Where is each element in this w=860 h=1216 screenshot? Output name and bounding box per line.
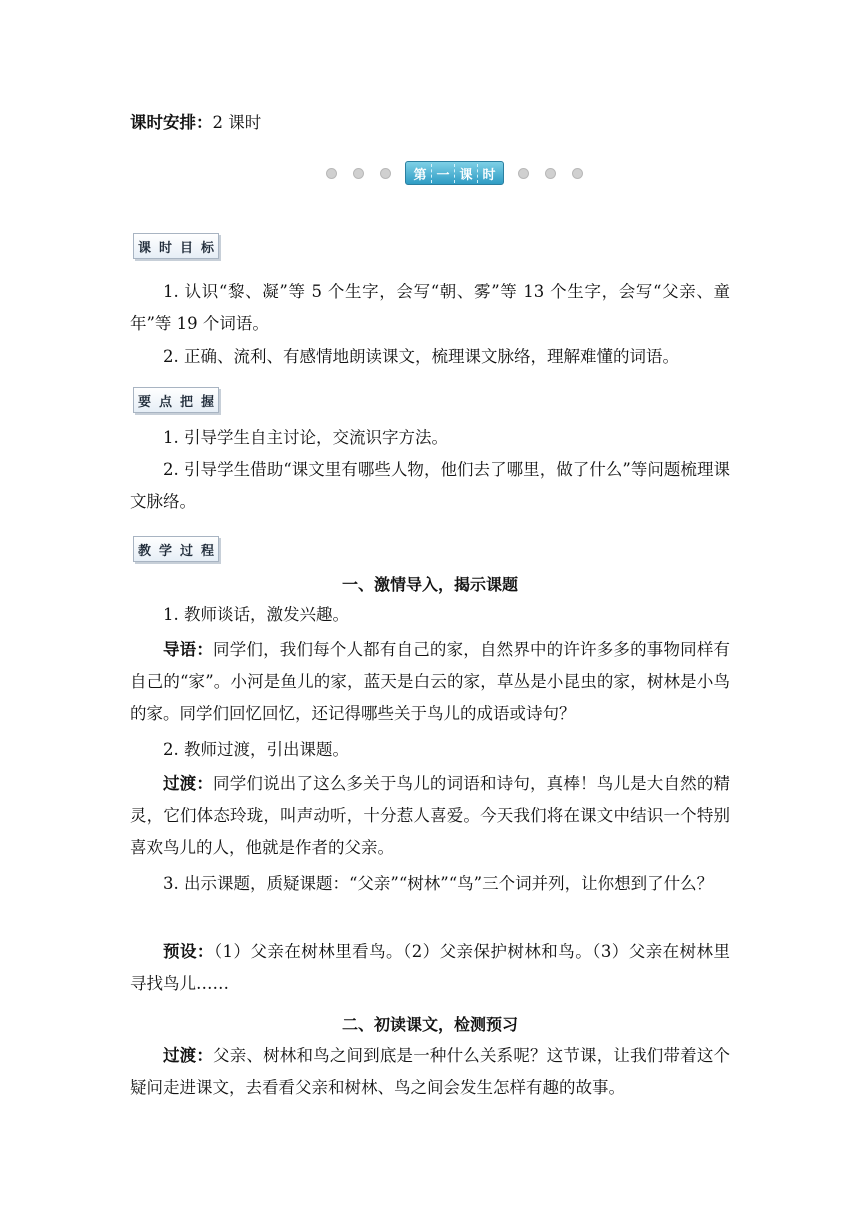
schedule-label: 课时安排： <box>130 113 213 132</box>
decor-dot-icon <box>518 168 529 179</box>
lesson-badge-char: 时 <box>482 167 496 183</box>
step-line: 3. 出示课题，质疑课题：“父亲”“树林”“鸟”三个词并列，让你想到了什么？ <box>163 874 714 893</box>
section-badge-char: 学 <box>158 543 172 559</box>
section-badge-char: 标 <box>200 240 214 256</box>
section-badge-char: 点 <box>158 394 172 410</box>
part1-title: 一、激情导入，揭示课题 <box>341 575 518 594</box>
part2-title: 二、初读课文，检测预习 <box>341 1015 518 1034</box>
intro-label: 导语： <box>163 640 214 659</box>
step-line: 1. 教师谈话，激发兴趣。 <box>163 605 349 624</box>
lesson-badge-char: 课 <box>455 164 478 183</box>
transition-label: 过渡： <box>163 774 214 793</box>
key-item: 1. 引导学生自主讨论，交流识字方法。 <box>163 428 448 447</box>
goal-item: 2. 正确、流利、有感情地朗读课文，梳理课文脉络，理解难懂的词语。 <box>163 347 679 366</box>
schedule-value: 2 课时 <box>212 113 262 132</box>
preset-text: （1）父亲在树林里看鸟。（2）父亲保护树林和鸟。（3）父亲在树林里寻找鸟儿…… <box>130 942 731 993</box>
goal-item: 1. 认识“黎、凝”等 5 个生字，会写“朝、雾”等 13 个生字，会写“父亲、童年”等 19 个词语。 <box>130 282 730 333</box>
decor-dot-icon <box>326 168 337 179</box>
section-badge-process <box>133 536 219 562</box>
lesson-badge <box>405 161 504 185</box>
schedule-line <box>130 109 261 133</box>
intro-text: 同学们，我们每个人都有自己的家，自然界中的许许多多的事物同样有自己的“家”。小河是鱼儿的家，蓝天是白云的家，草丛是小昆虫的家，树林是小鸟的家。同学们回忆回忆，还记得哪些关于鸟儿的成语或诗句？ <box>130 640 731 723</box>
lesson-badge-char: 第 <box>409 164 432 183</box>
decor-dot-icon <box>545 168 556 179</box>
decor-dot-icon <box>572 168 583 179</box>
transition-text: 父亲、树林和鸟之间到底是一种什么关系呢？这节课，让我们带着这个疑问走进课文，去看看父亲和树林、鸟之间会发生怎样有趣的故事。 <box>130 1046 731 1097</box>
section-badge-char: 时 <box>158 240 172 256</box>
section-badge-char: 目 <box>179 240 193 256</box>
lesson-badge-char: 一 <box>432 164 455 183</box>
key-item: 2. 引导学生借助“课文里有哪些人物，他们去了哪里，做了什么”等问题梳理课文脉络。 <box>130 460 730 511</box>
transition-text: 同学们说出了这么多关于鸟儿的词语和诗句，真棒！鸟儿是大自然的精灵，它们体态玲珑，叫声动听，十分惹人喜爱。今天我们将在课文中结识一个特别喜欢鸟儿的人，他就是作者的父亲。 <box>130 774 731 857</box>
decor-dot-icon <box>380 168 391 179</box>
preset-label: 预设： <box>163 942 214 961</box>
transition-label: 过渡： <box>163 1046 214 1065</box>
intro-paragraph <box>130 634 730 730</box>
section-badge-char: 课 <box>137 240 151 256</box>
section-badge-char: 过 <box>179 543 193 559</box>
section-badge-char: 握 <box>200 394 214 410</box>
section-badge-char: 教 <box>137 543 151 559</box>
section-badge-char: 程 <box>200 543 214 559</box>
section-badge-goals <box>133 233 219 259</box>
transition-paragraph <box>130 768 730 864</box>
section-badge-char: 要 <box>137 394 151 410</box>
section-badge-key-points <box>133 387 219 413</box>
step-line: 2. 教师过渡，引出课题。 <box>163 740 349 759</box>
transition-paragraph <box>130 1040 730 1104</box>
lesson-header <box>318 160 591 186</box>
preset-paragraph <box>130 936 730 1000</box>
section-badge-char: 把 <box>179 394 193 410</box>
decor-dot-icon <box>353 168 364 179</box>
